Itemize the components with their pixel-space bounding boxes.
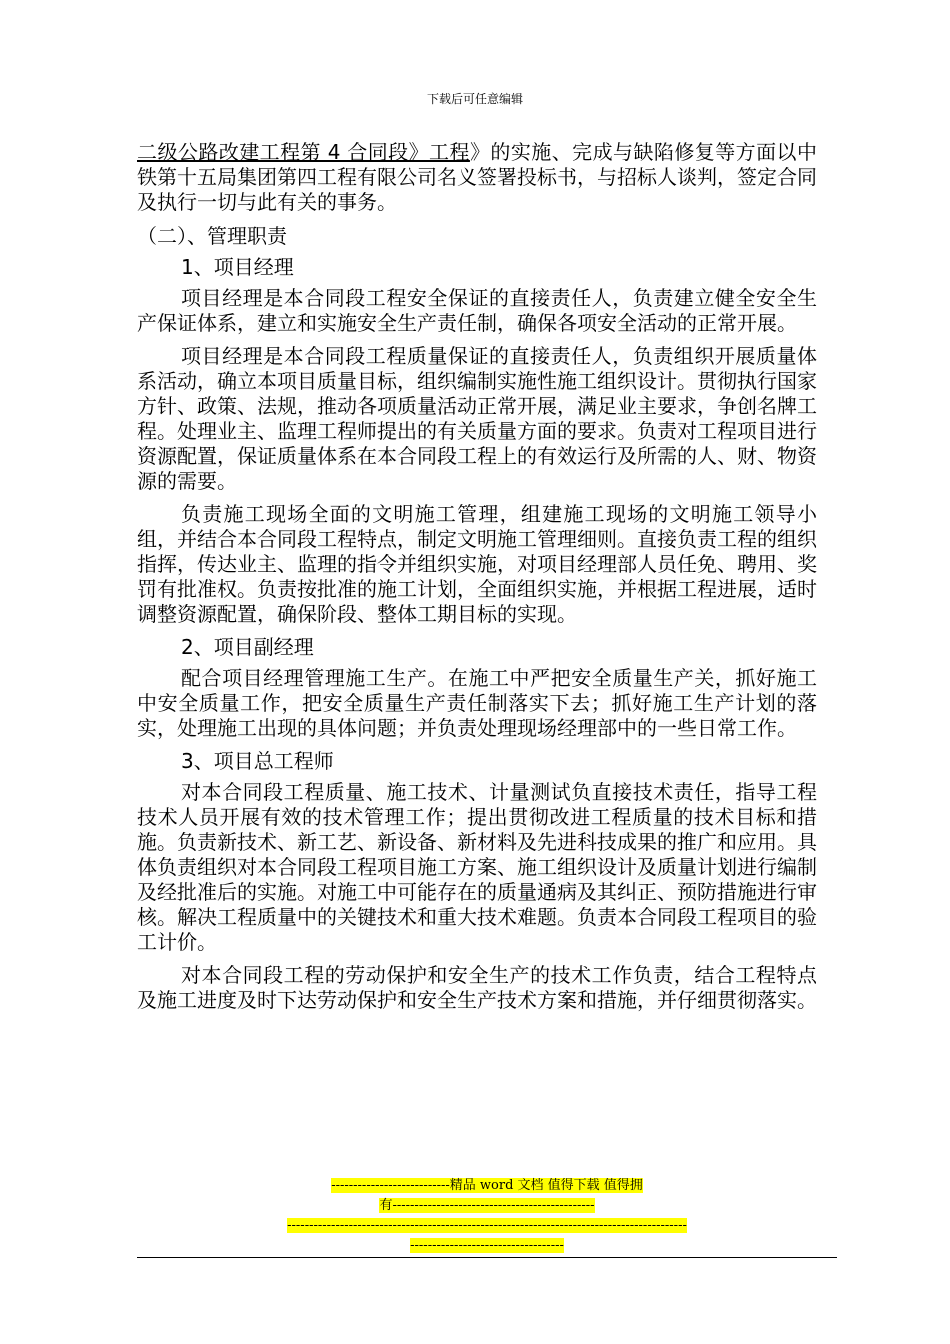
intro-text: 》的实施、完成与缺陷修复等方面以中铁第十五局集团第四工程有限公司名义签署投标书，与招标人谈判，签定合同及执行一切与此有关的事务。 [137,140,817,214]
footer-line-4: ----------------------------------- [410,1238,564,1253]
page-header: 下载后可任意编辑 [426,92,523,106]
subheading-chief-engineer: 3、项目总工程师 [181,749,334,773]
footer-line-1: ---------------------------精品 word 文档 值得下载 值得拥 [331,1178,643,1193]
paragraph-6: 对本合同段工程的劳动保护和安全生产的技术工作负责，结合工程特点及施工进度及时下达劳动保护和安全生产技术方案和措施，并仔细贯彻落实。 [137,963,817,1012]
paragraph-3: 负责施工现场全面的文明施工管理，组建施工现场的文明施工领导小组，并结合本合同段工程特点，制定文明施工管理细则。直接负责工程的组织指挥，传达业主、监理的指令并组织实施，对项目经理部人员任免、聘用、奖罚有批准权。负责按批准的施工计划，全面组织实施，并根据工程进展，适时调整资源配置，确保阶段、整体工期目标的实现。 [137,502,817,626]
subheading-project-manager: 1、项目经理 [181,255,294,279]
document-body [137,140,817,1021]
footer-line-3: ------------------------------------------------------------------------------------------- [287,1218,687,1233]
page-footer [137,1176,837,1256]
intro-paragraph [137,140,817,215]
project-name-underlined: 二级公路改建工程第 4 合同段》工程 [137,140,470,164]
paragraph-5: 对本合同段工程质量、施工技术、计量测试负直接技术责任，指导工程技术人员开展有效的技术管理工作；提出贯彻改进工程质量的技术目标和措施。负责新技术、新工艺、新设备、新材料及先进科技成果的推广和应用。具体负责组织对本合同段工程项目施工方案、施工组织设计及质量计划进行编制及经批准后的实施。对施工中可能存在的质量通病及其纠正、预防措施进行审核。解决工程质量中的关键技术和重大技术难题。负责本合同段工程项目的验工计价。 [137,780,817,954]
paragraph-4: 配合项目经理管理施工生产。在施工中严把安全质量生产关，抓好施工中安全质量工作，把安全质量生产责任制落实下去；抓好施工生产计划的落实，处理施工出现的具体问题；并负责处理现场经理部中的一些日常工作。 [137,666,817,740]
subheading-deputy-manager: 2、项目副经理 [181,635,314,659]
paragraph-2: 项目经理是本合同段工程质量保证的直接责任人，负责组织开展质量体系活动，确立本项目质量目标，组织编制实施性施工组织设计。贯彻执行国家方针、政策、法规，推动各项质量活动正常开展，满足业主要求，争创名牌工程。处理业主、监理工程师提出的有关质量方面的要求。负责对工程项目进行资源配置，保证质量体系在本合同段工程上的有效运行及所需的人、财、物资源的需要。 [137,344,817,493]
paragraph-1: 项目经理是本合同段工程安全保证的直接责任人，负责建立健全安全生产保证体系，建立和实施安全生产责任制，确保各项安全活动的正常开展。 [137,286,817,335]
footer-divider [137,1257,837,1258]
section-heading: （二）、管理职责 [137,224,287,248]
footer-line-2: 有---------------------------------------------- [379,1198,595,1213]
